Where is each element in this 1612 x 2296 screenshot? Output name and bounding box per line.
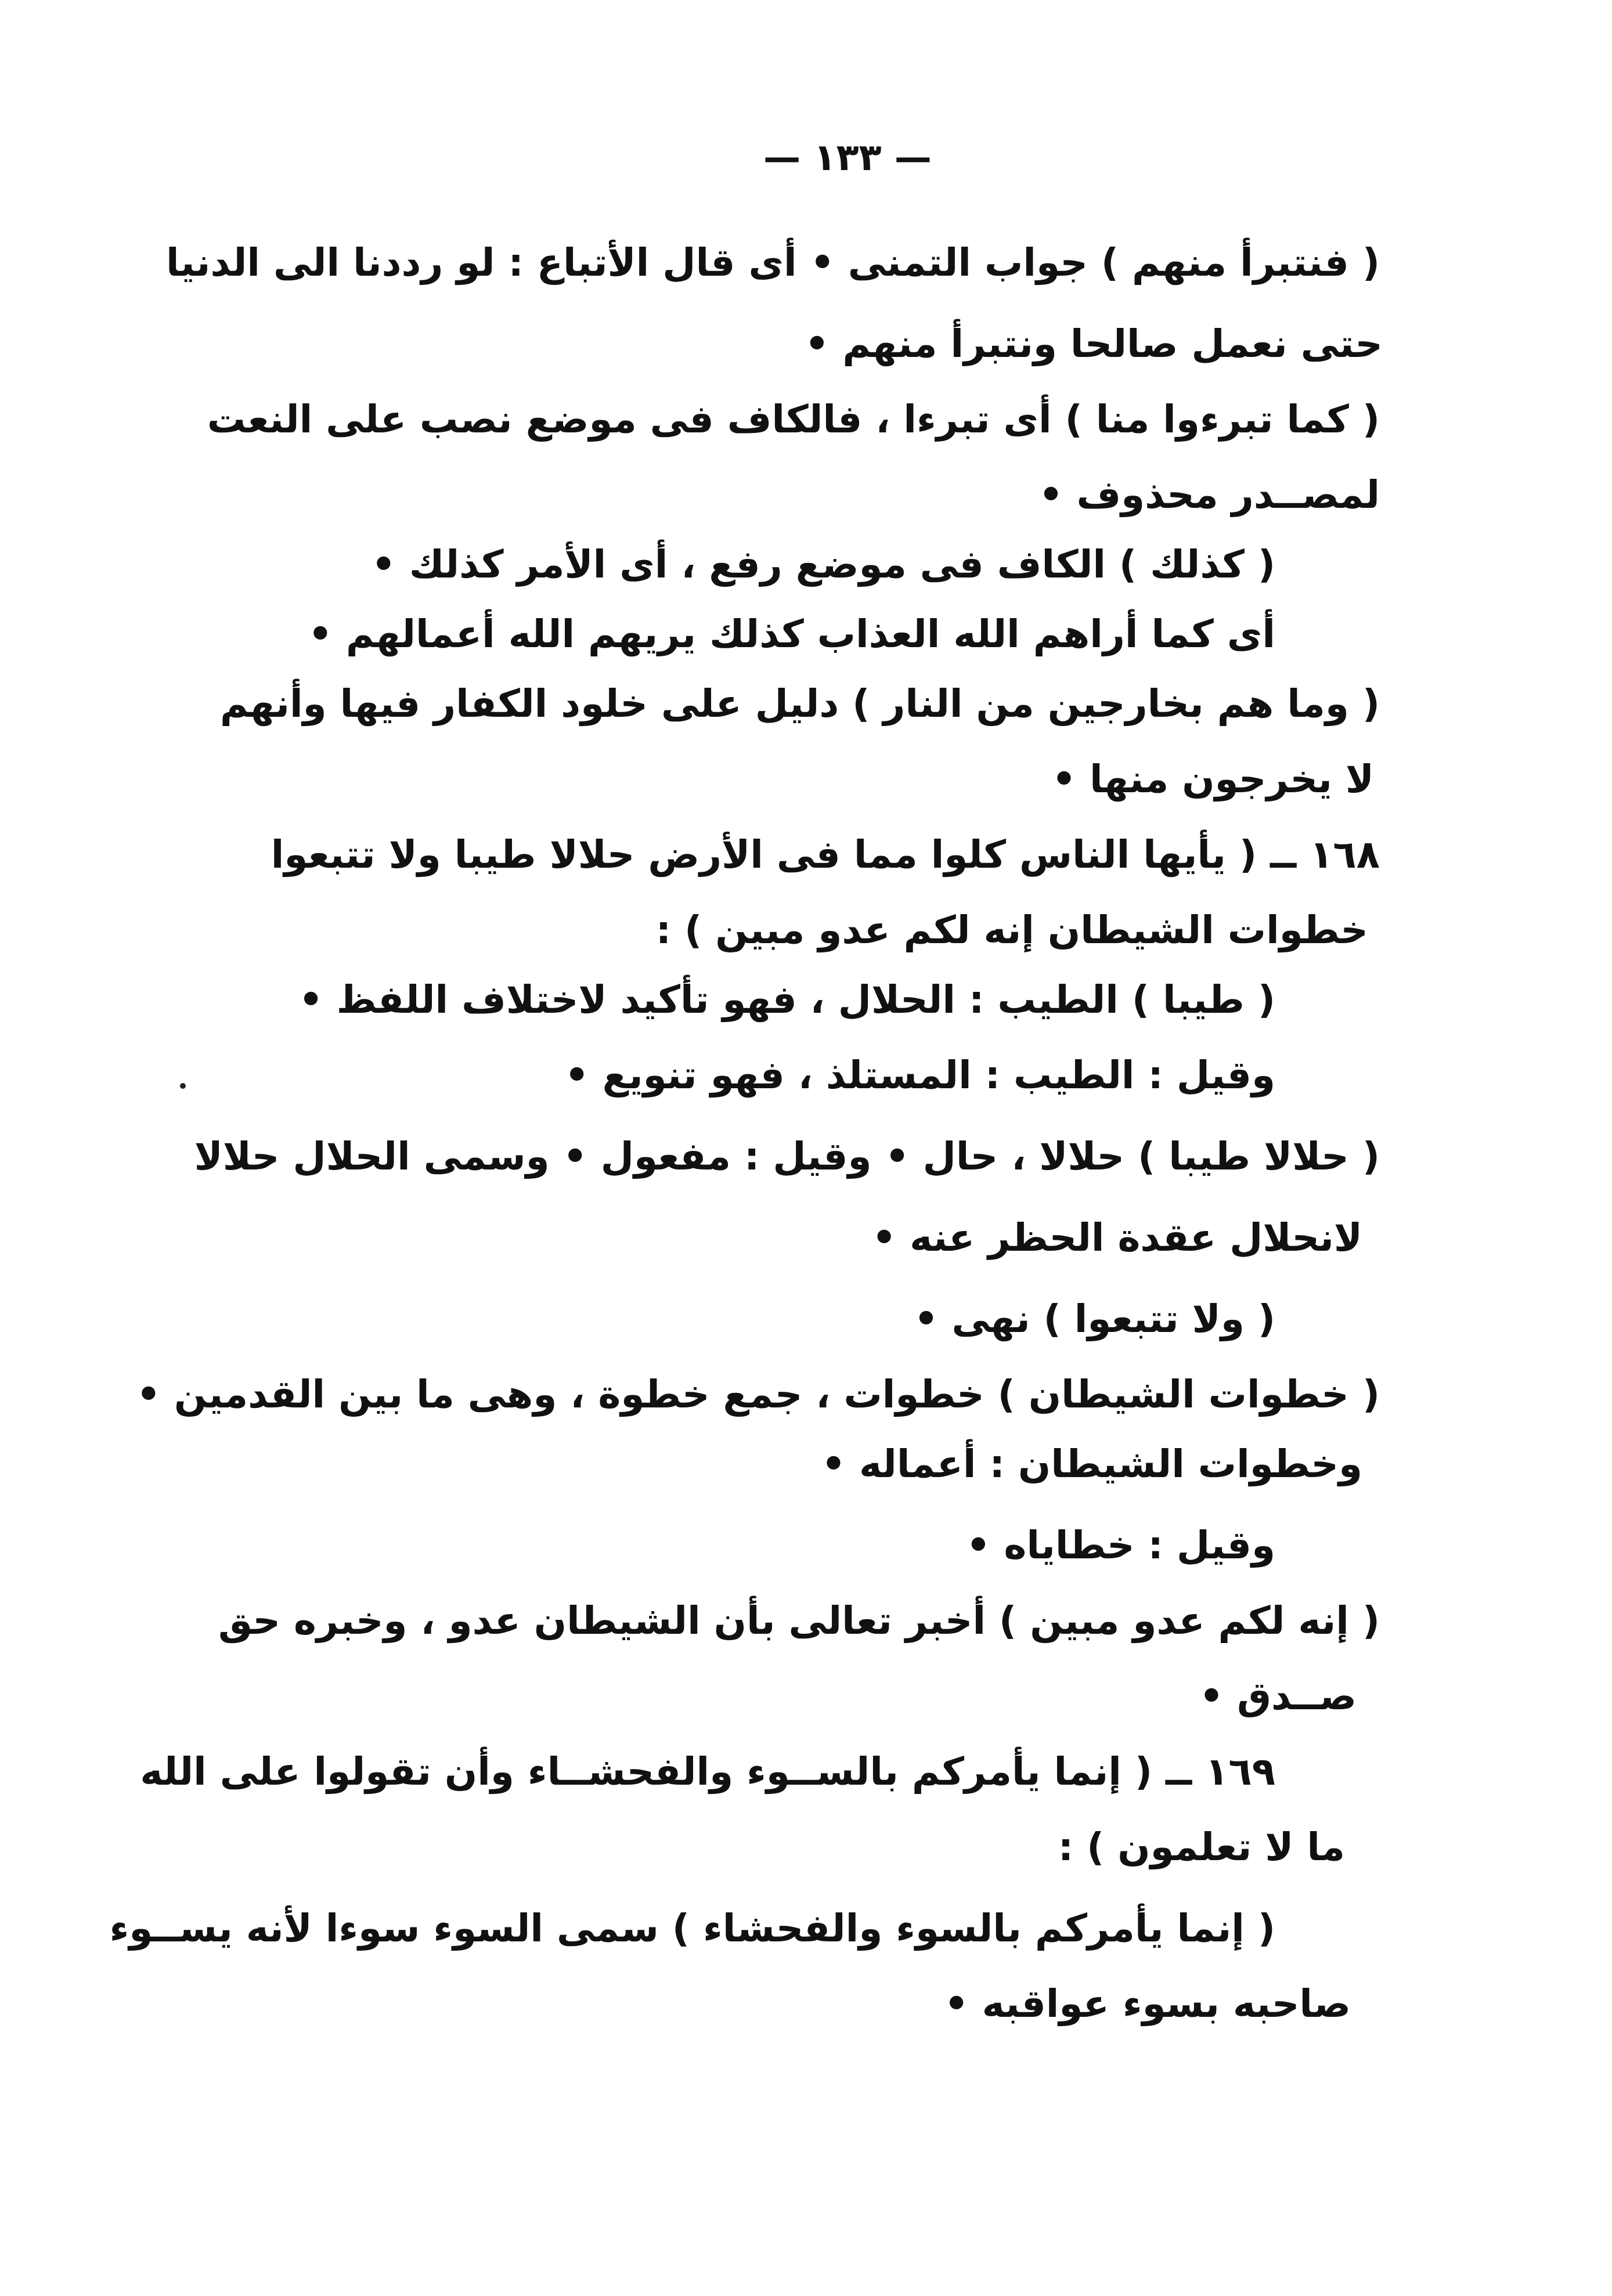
- text-line: خطوات الشيطان إنه لكم عدو مبين ) :: [655, 908, 1368, 952]
- text-line: لا يخرجون منها •: [1051, 757, 1374, 802]
- text-line: صــدق •: [1199, 1674, 1357, 1719]
- scan-speck: [180, 1083, 186, 1089]
- page-number: — ١٣٣ —: [763, 136, 932, 179]
- text-line: أى كما أراهم الله العذاب كذلك يريهم الله أعمالهم •: [308, 612, 1275, 656]
- text-line: ما لا تعلمون ) :: [1058, 1825, 1345, 1869]
- text-line: صاحبه بسوء عواقبه •: [944, 1981, 1351, 2026]
- text-line: وخطوات الشيطان : أعماله •: [821, 1442, 1362, 1486]
- text-line: لانحلال عقدة الحظر عنه •: [871, 1215, 1362, 1260]
- text-line: لمصــدر محذوف •: [1038, 472, 1380, 517]
- text-line: ( فنتبرأ منهم ) جواب التمنى • أى قال الأتباع : لو رددنا الى الدنيا: [165, 240, 1380, 285]
- text-line: ١٦٨ ــ ( يأيها الناس كلوا مما فى الأرض حلالا طيبا ولا تتبعوا: [271, 832, 1380, 877]
- text-line: ( طيبا ) الطيب : الحلال ، فهو تأكيد لاختلاف اللفظ •: [298, 977, 1275, 1022]
- text-line: ( حلالا طيبا ) حلالا ، حال • وقيل : مفعول • وسمى الحلال حلالا: [194, 1134, 1380, 1179]
- text-line: ( كما تبرءوا منا ) أى تبرءا ، فالكاف فى موضع نصب على النعت: [207, 397, 1380, 442]
- text-line: وقيل : خطاياه •: [966, 1523, 1275, 1568]
- text-line: ( خطوات الشيطان ) خطوات ، جمع خطوة ، وهى ما بين القدمين •: [136, 1372, 1380, 1417]
- text-line: ( إنه لكم عدو مبين ) أخبر تعالى بأن الشيطان عدو ، وخبره حق: [218, 1598, 1380, 1643]
- text-line: ( إنما يأمركم بالسوء والفحشاء ) سمى السوء سوءا لأنه يســوء: [109, 1906, 1275, 1951]
- text-line: وقيل : الطيب : المستلذ ، فهو تنويع •: [564, 1053, 1275, 1098]
- text-line: ( ولا تتبعوا ) نهى •: [914, 1297, 1275, 1341]
- text-line: ( وما هم بخارجين من النار ) دليل على خلود الكفار فيها وأنهم: [219, 681, 1380, 726]
- text-line: ١٦٩ ــ ( إنما يأمركم بالســوء والفحشــاء وأن تقولوا على الله: [140, 1749, 1275, 1794]
- text-line: حتى نعمل صالحا ونتبرأ منهم •: [805, 322, 1383, 366]
- text-line: ( كذلك ) الكاف فى موضع رفع ، أى الأمر كذلك •: [371, 542, 1275, 587]
